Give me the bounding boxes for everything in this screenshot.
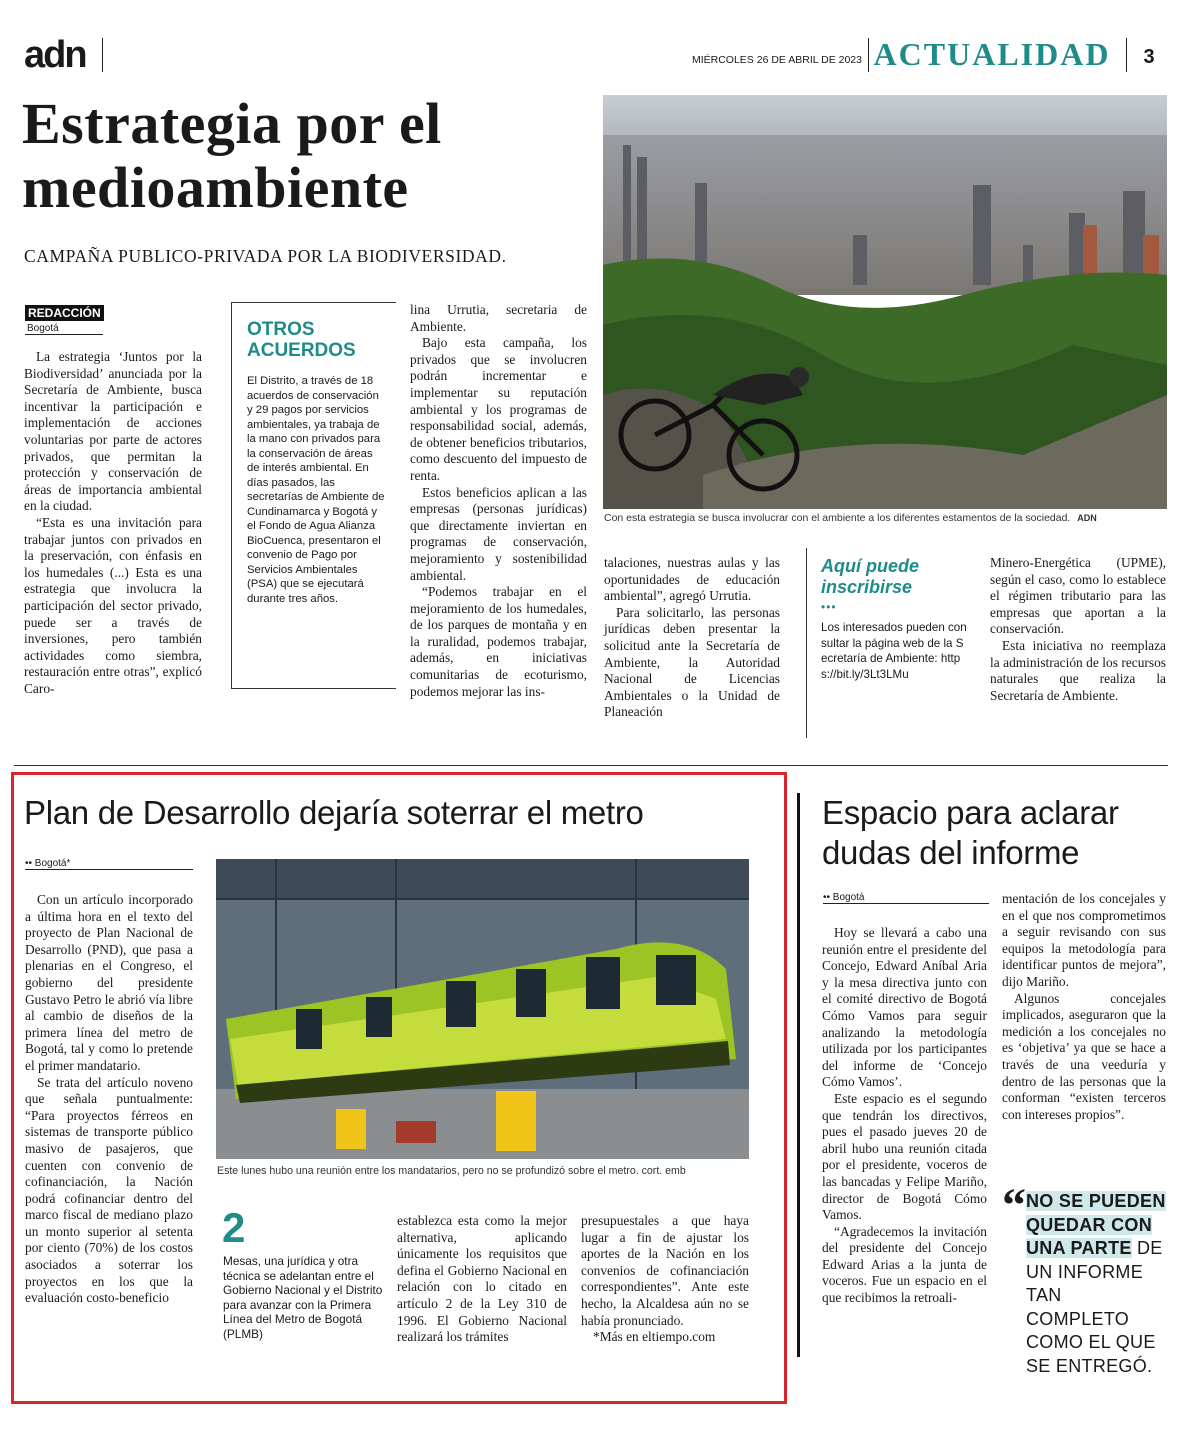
- lead-col1-paragraph: La estrategia ‘Juntos por la Biodiversidad’ anunciada por la Secretaría de Ambiente, busca incentivar la participación e implementación de acciones voluntarias por parte de actores privados, que permitan la protección y conservación de áreas de importancia ambiental en la ciudad.: [24, 349, 202, 514]
- metro-col3-paragraph: establezca esta como la mejor alternativa, aplicando únicamente los requisitos que defina el Gobierno Nacional en relación con lo citado en artículo 2 de la Ley 310 de 1996. El Gobierno Nacional realizará los trámites: [397, 1213, 567, 1345]
- byline-tag: REDACCIÓN: [25, 305, 104, 321]
- fact-number: 2: [222, 1204, 246, 1251]
- caption-credit: ADN: [1077, 513, 1097, 523]
- quote-mark-icon: “: [1002, 1179, 1026, 1232]
- lead-column-3: [410, 302, 587, 700]
- fact-text: Mesas, una jurídica y otra técnica se adelantan entre el Gobierno Nacional y el Distrito para avanzar con la Primera Línea del Metro de Bogotá (PLMB): [223, 1254, 383, 1341]
- issue-date: MIÉRCOLES 26 DE ABRIL DE 2023: [691, 54, 862, 66]
- byline-dateline: Bogotá: [25, 323, 103, 335]
- metro-train-image: [216, 859, 749, 1159]
- pull-quote-rest: DE UN INFORME TAN COMPLETO COMO EL QUE SE ENTREGÓ.: [1026, 1238, 1163, 1376]
- informe-col1-paragraph: Este espacio es el segundo que tendrán los directivos, pues el pasado jueves 20 de abril hubo una reunión citada por el presidente, voceros de las bancadas y Felipe Mariño, director de Bogotá Cómo Vamos.: [822, 1090, 987, 1223]
- informe-column-2: [1002, 891, 1166, 1123]
- city-mountain-bike-image: [603, 95, 1167, 509]
- lead-column-4: [604, 555, 780, 721]
- pull-quote-text: [1004, 1190, 1168, 1378]
- lead-col4-paragraph: Para solicitarlo, las personas jurídicas deben presentar la solicitud ante la Secretaría de Ambiente, la Autoridad Nacional de Licencias Ambientales o la Unidad de Planeación: [604, 604, 780, 720]
- column-divider: [797, 793, 800, 1357]
- metro-col1-paragraph: Se trata del artículo noveno que señala puntualmente: “Para proyectos férreos en sistemas de transporte público masivo de pasajeros, que cuenten con convenio de cofinanciación, la Nación podrá cofinanciar dentro del marco fiscal de mediano plazo un monto superior al setenta por ciento (70%) de los costos asociados a soterrar los proyectos en los que la evaluación costo-beneficio: [25, 1074, 193, 1306]
- metro-column-4: [581, 1213, 749, 1346]
- masthead: [22, 34, 1170, 78]
- metro-headline: Plan de Desarrollo dejaría soterrar el metro: [24, 794, 644, 831]
- header-divider: [102, 38, 103, 72]
- lead-col6-paragraph: Minero-Energética (UPME), según el caso, como lo establece el régimen tributario para las empresas que aportan a la conservación.: [990, 555, 1166, 637]
- lead-col3-paragraph: Bajo esta campaña, los privados que se involucren podrán incrementar e implementar su reputación ambiental y los programas de responsabilidad social, además, de obtener beneficios tributarios, como descuento del impuesto de renta.: [410, 335, 587, 483]
- lead-column-1: [24, 349, 202, 697]
- lead-subhead: CAMPAÑA PUBLICO-PRIVADA POR LA BIODIVERSIDAD.: [24, 246, 507, 266]
- inscription-box: [806, 548, 972, 738]
- informe-dateline: •• Bogotá: [823, 892, 989, 904]
- lead-byline: [25, 304, 203, 335]
- page-number: 3: [1143, 46, 1155, 68]
- inscription-title: Aquí puede inscribirse: [821, 556, 919, 597]
- informe-col2-paragraph: Algunos concejales implicados, aseguraron que la medición a los concejales no es ‘objetiva’ ya que se hace a través de una veeduría y dentro de las personas que la conforman “existen terceros con intereses propios”.: [1002, 990, 1166, 1122]
- metro-photo-caption: Este lunes hubo una reunión entre los mandatarios, pero no se profundizó sobre el metro. cort. emb: [217, 1165, 686, 1177]
- caption-text: Con esta estrategia se busca involucrar con el ambiente a los diferentes estamentos de la sociedad.: [604, 512, 1071, 524]
- header-divider: [1126, 38, 1127, 72]
- metro-dateline: •• Bogotá*: [25, 858, 193, 870]
- section-divider: [14, 765, 1168, 766]
- sidebar-title: OTROS ACUERDOS: [247, 319, 356, 361]
- lead-col4-paragraph: talaciones, nuestras aulas y las oportunidades de educación ambiental”, agregó Urrutia.: [604, 555, 780, 604]
- lead-col1-paragraph: “Esta es una invitación para trabajar juntos con privados en la preservación, con énfasis en los humedales (...) Esta es una estrategia que involucra la participación del sector privado, puede ser a través de inversiones, pero también actividades como siembra, restauración entre otras”, explicó Caro-: [24, 514, 202, 696]
- lead-col3-paragraph: lina Urrutia, secretaria de Ambiente.: [410, 302, 587, 334]
- informe-col2-paragraph: mentación de los concejales y en el que nos comprometimos a seguir revisando con sus equipos la metodología para identificar puntos de mejora”, dijo Mariño.: [1002, 891, 1166, 989]
- informe-col1-paragraph: “Agradecemos la invitación del presidente del Concejo Edward Arias a la junta de voceros. Fue un espacio en el que recibimos la retroali-: [822, 1223, 987, 1306]
- adn-logo[interactable]: adn: [24, 34, 86, 76]
- lead-column-6: [990, 555, 1166, 704]
- inscription-dots: •••: [821, 600, 837, 614]
- metro-column-1: [25, 892, 193, 1307]
- informe-headline: Espacio para aclarar dudas del informe: [822, 794, 1119, 871]
- metro-col1-paragraph: Con un artículo incorporado a última hora en el texto del proyecto de Plan Nacional de Desarrollo (PND), que pasa a plenarias en el Congreso, el gobierno del presidente Gustavo Petro le abrió vía libre al cambio de diseños de la primera línea del metro de Bogotá, tal y como lo pretende el primer mandatario.: [25, 892, 193, 1073]
- lead-photo-caption: [604, 512, 1166, 524]
- metro-more-link[interactable]: *Más en eltiempo.com: [593, 1329, 716, 1345]
- sidebar-otros-acuerdos: [231, 302, 396, 689]
- section-title: ACTUALIDAD: [873, 36, 1111, 72]
- metro-col4-paragraph: presupuestales a que haya lugar a fin de ajustar los aportes de la Nación en los convenios de cofinanciación correspondientes”. Ante este hecho, la Alcaldesa aún no se había pronunciado.: [581, 1213, 749, 1328]
- metro-photo: [216, 859, 749, 1159]
- lead-col6-paragraph: Esta iniciativa no reemplaza la administración de los recursos naturales que realiza la Secretaría de Ambiente.: [990, 637, 1166, 703]
- informe-col1-paragraph: Hoy se llevará a cabo una reunión entre el presidente del Concejo, Edward Aníbal Aria y la mesa directiva junto con el comité directivo de Bogotá Cómo Vamos para seguir analizando la metodología utilizada por los participantes del informe de ‘Concejo Cómo Vamos’.: [822, 925, 987, 1090]
- lead-col3-paragraph: “Podemos trabajar en el mejoramiento de los humedales, de los parques de montaña y en la ruralidad, podemos trabajar, además, en iniciativas comunitarias de ecoturismo, podemos mejorar las ins-: [410, 584, 587, 699]
- pull-quote: [1002, 1179, 1168, 1378]
- lead-headline: Estrategia por el medioambiente: [22, 91, 442, 220]
- inscription-text[interactable]: Los interesados pueden consultar la página web de la Secretaría de Ambiente: https://bit.ly/3Lt3LMu: [821, 621, 967, 681]
- informe-column-1: [822, 925, 987, 1307]
- sidebar-text: El Distrito, a través de 18 acuerdos de conservación y 29 pagos por servicios ambientales, ya trabaja de la mano con privados para la conservación de áreas de interés ambiental. En días pasados, las secretarías de Ambiente de Cundinamarca y Bogotá y el Fondo de Agua Alianza BioCuenca, presentaron el convenio de Pago por Servicios Ambientales (PSA) que se ejecutará durante tres años.: [247, 375, 385, 605]
- lead-col3-paragraph: Estos beneficios aplican a las empresas (personas jurídicas) que directamente inviertan en programas de conservación, mejoramiento y sostenibilidad ambiental.: [410, 484, 587, 583]
- pull-quote-highlight: NO SE PUEDEN QUEDAR CON UNA PARTE: [1026, 1191, 1166, 1258]
- lead-photo: [603, 95, 1167, 509]
- metro-column-3: [397, 1213, 567, 1346]
